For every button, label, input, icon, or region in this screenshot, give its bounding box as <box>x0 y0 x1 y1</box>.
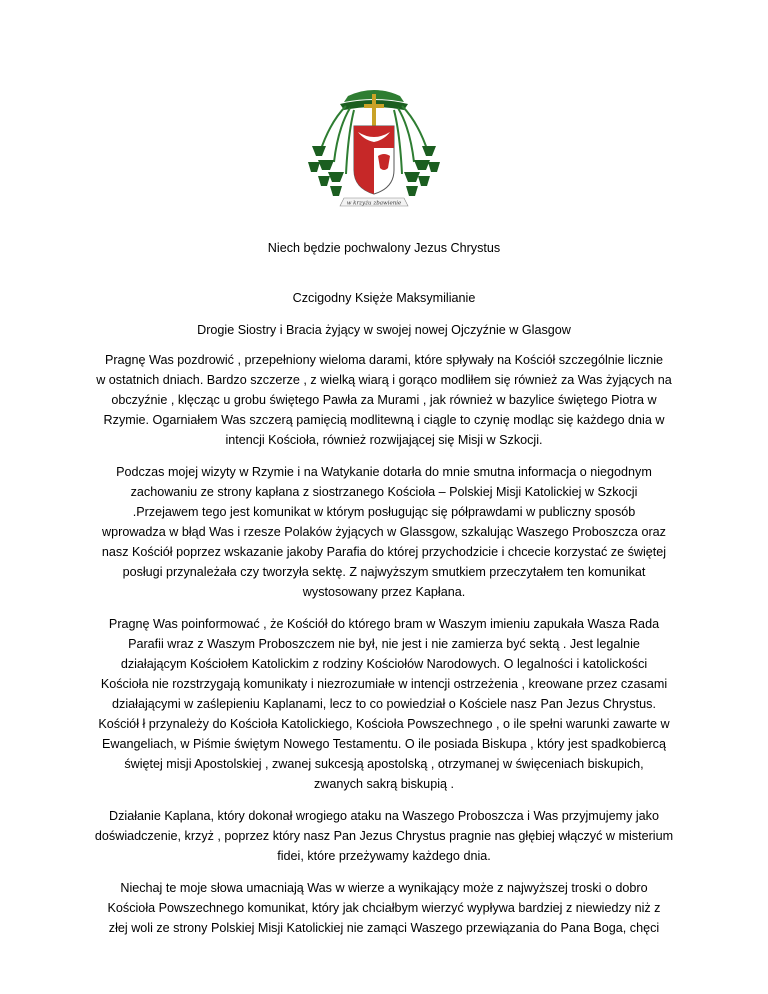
text-line: Kościół ł przynależy do Kościoła Katolickiego, Kościoła Powszechnego , o ile spełni warunki zawarte w <box>98 717 670 731</box>
text-line: Parafii wraz z Waszym Proboszczem nie był, nie jest i nie zamierza być sektą . Jest legalnie <box>128 637 640 651</box>
text-line: intencji Kościoła, również rozwijającej się Misji w Szkocji. <box>225 433 543 447</box>
text-line: działającymi w zaślepieniu Kaplanami, lecz to co powiedział o Kościele nasz Pan Jezus Chrystus. <box>112 697 656 711</box>
crest-motto: w krzyżu zbawienie <box>346 200 402 207</box>
text-line: zachowaniu ze strony kapłana z siostrzanego Kościoła – Polskiej Misji Katolickiej w Szkocji <box>130 485 638 499</box>
text-line: w ostatnich dniach. Bardzo szczerze , z wielką wiarą i gorąco modliłem się również za Was żyjących na <box>96 373 672 387</box>
text-line: obczyźnie , klęcząc u grobu świętego Pawła za Murami , jak również w bazylice świętego Piotra w <box>111 393 657 407</box>
text-line: Podczas mojej wizyty w Rzymie i na Watykanie dotarła do mnie smutna informacja o niegodnym <box>116 465 652 479</box>
text-line: Pragnę Was pozdrowić , przepełniony wieloma darami, które spływały na Kościół szczególnie licznie <box>104 353 664 367</box>
text-line: świętej misji Apostolskiej , zwanej sukcesją apostolską , otrzymanej w święceniach biskupich, <box>124 757 644 771</box>
text-line: wprowadza w błąd Was i rzesze Polaków żyjących w Glassgow, szkalując Waszego Proboszcza oraz <box>102 525 666 539</box>
text-line: Rzymie. Ogarniałem Was szczerą pamięcią modlitewną i ciągle to czynię modląc się każdego dnia w <box>103 413 665 427</box>
text-line: Kościoła nie rozstrzygają komunikaty i niezrozumiałe w intencji ostrzeżenia , kreowane przez czasami <box>100 677 668 691</box>
text-line: posługi przynależała czy tworzyła sektę. Z najwyższym smutkiem przeczytałem ten komunikat <box>122 565 646 579</box>
text-line: Działanie Kaplana, który dokonał wrogiego ataku na Waszego Proboszcza i Was przyjmujemy jako <box>109 809 659 823</box>
text-line: działającym Kościołem Katolickim z rodziny Kościołów Narodowych. O legalności i katolickości <box>120 657 648 671</box>
text-line: .Przejawem tego jest komunikat w którym posługując się półprawdami w publiczny sposób <box>132 505 636 519</box>
episcopal-coat-of-arms <box>304 82 444 216</box>
salutation-priest: Czcigodny Księże Maksymilianie <box>292 291 476 305</box>
text-line: doświadczenie, krzyż , poprzez który nasz Pan Jezus Chrystus pragnie nas głębiej włączyć w misterium <box>94 829 674 843</box>
text-line: fidei, które przeżywamy każdego dnia. <box>277 849 491 863</box>
text-line: Niechaj te moje słowa umacniają Was w wierze a wynikający może z najwyższej troski o dobro <box>120 881 648 895</box>
text-line: złej woli ze strony Polskiej Misji Katolickiej nie zamąci Waszego przewiązania do Pana Boga, chęci <box>108 921 660 935</box>
text-line: zwanych sakrą biskupią . <box>314 777 454 791</box>
salutation-congregation: Drogie Siostry i Bracia żyjący w swojej nowej Ojczyźnie w Glasgow <box>197 323 571 337</box>
text-line: wystosowany przez Kapłana. <box>302 585 466 599</box>
text-line: Ewangeliach, w Piśmie świętym Nowego Testamentu. O ile posiada Biskupa , który jest spadkobiercą <box>102 737 666 751</box>
text-line: Kościoła Powszechnego komunikat, który jak chciałbym wierzyć wypływa bardziej z niewiedzy niż z <box>107 901 661 915</box>
text-line: nasz Kościół poprzez wskazanie jakoby Parafia do której przychodzicie i chcecie korzystać ze świętej <box>101 545 667 559</box>
text-line: Pragnę Was poinformować , że Kościół do którego bram w Waszym imieniu zapukała Wasza Rada <box>108 617 660 631</box>
greeting-line: Niech będzie pochwalony Jezus Chrystus <box>267 241 501 255</box>
